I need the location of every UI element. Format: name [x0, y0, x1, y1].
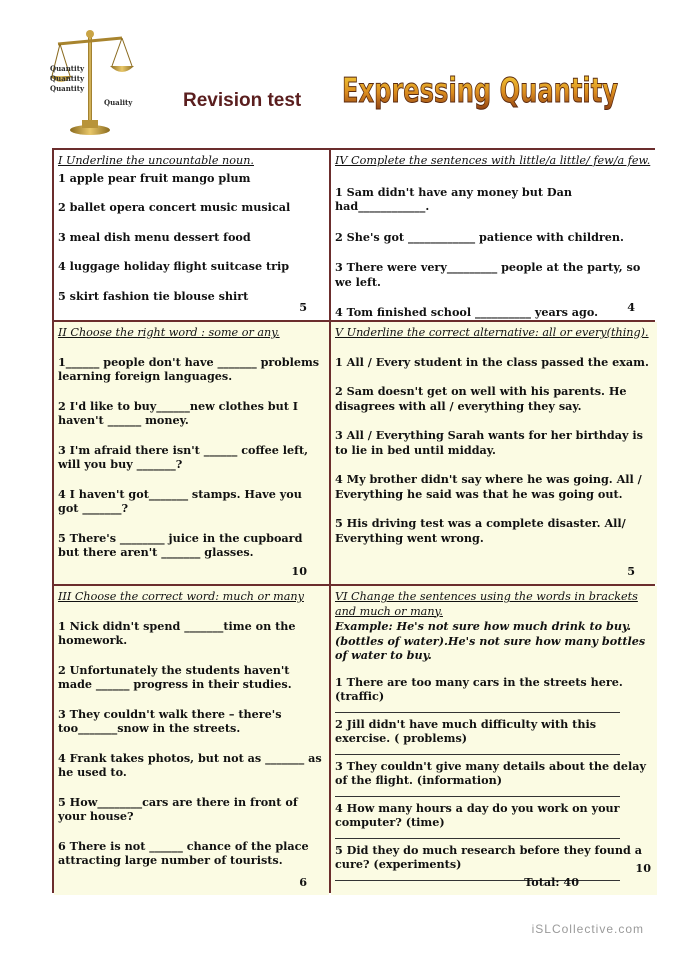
- s6-item-2: 2 Jill didn't have much difficulty with this exercise. ( problems): [335, 716, 597, 745]
- logo-word-3: Quantity: [50, 84, 85, 93]
- s3-score: 6: [299, 874, 307, 889]
- s2-item-3: 3 I'm afraid there isn't ______ coffee left, will you buy _______?: [58, 442, 309, 471]
- s3-item-1: 1 Nick didn't spend _______time on the homework.: [58, 618, 296, 647]
- s3-item-3: 3 They couldn't walk there – there's too_______snow in the streets.: [58, 706, 282, 735]
- total-score: Total: 40: [524, 874, 579, 889]
- section-2-heading: II Choose the right word : some or any.: [58, 326, 280, 339]
- s3-item-4: 4 Frank takes photos, but not as _______ as he used to.: [58, 750, 322, 779]
- section-5-heading: V Underline the correct alternative: all or every(thing).: [335, 326, 649, 339]
- s1-score: 5: [299, 299, 307, 314]
- logo-word-2: Quantity: [50, 74, 85, 83]
- logo-word-1: Quantity: [50, 64, 85, 73]
- s2-item-1: 1______ people don't have _______ problems learning foreign languages.: [58, 354, 320, 383]
- section-6: [331, 586, 657, 895]
- s4-item-3: 3 There were very_________ people at the party, so we left.: [335, 260, 641, 289]
- s6-item-5: 5 Did they do much research before they found a cure? (experiments): [335, 842, 643, 871]
- answer-line-3: [335, 788, 620, 797]
- watermark: iSLCollective.com: [531, 922, 644, 936]
- logo-word-quality: Quality: [104, 98, 133, 107]
- s2-score: 10: [291, 563, 307, 578]
- section-3-heading: III Choose the correct word: much or many: [58, 590, 304, 603]
- s6-score: 10: [635, 860, 651, 875]
- s5-item-2: 2 Sam doesn't get on well with his parents. He disagrees with all / everything they say.: [335, 384, 627, 413]
- s6-item-3: 3 They couldn't give many details about the delay of the flight. (information): [335, 758, 646, 787]
- s2-item-2: 2 I'd like to buy______new clothes but I haven't ______ money.: [58, 398, 299, 427]
- s4-item-1: 1 Sam didn't have any money but Dan had____________.: [335, 184, 572, 213]
- s4-item-4: 4 Tom finished school __________ years ago.: [335, 305, 599, 319]
- section-4: [331, 150, 657, 320]
- page-title: [338, 56, 623, 118]
- s5-score: 5: [627, 563, 635, 578]
- s4-item-2: 2 She's got ____________ patience with children.: [335, 229, 624, 244]
- answer-line-1: [335, 704, 620, 713]
- s5-item-1: 1 All / Every student in the class passed the exam.: [335, 354, 649, 369]
- s5-item-4: 4 My brother didn't say where he was going. All / Everything he said was that he was going out.: [335, 472, 642, 501]
- answer-line-4: [335, 830, 620, 839]
- exercise-grid: [52, 148, 655, 893]
- section-4-heading: IV Complete the sentences with little/a little/ few/a few.: [335, 154, 651, 167]
- title-text: Expressing Quantity: [342, 71, 618, 111]
- s1-item-2: 2 ballet opera concert music musical: [58, 200, 291, 214]
- section-2: [54, 322, 329, 584]
- s5-item-5: 5 His driving test was a complete disaster. All/ Everything went wrong.: [335, 516, 626, 545]
- s3-item-2: 2 Unfortunately the students haven't made ______ progress in their studies.: [58, 662, 292, 691]
- s2-item-4: 4 I haven't got_______ stamps. Have you got _______?: [58, 486, 302, 515]
- s6-item-1: 1 There are too many cars in the streets here. (traffic): [335, 674, 623, 703]
- s1-item-1: 1 apple pear fruit mango plum: [58, 170, 251, 185]
- section-3: [54, 586, 329, 895]
- s1-item-5: 5 skirt fashion tie blouse shirt: [58, 288, 249, 303]
- s6-item-4: 4 How many hours a day do you work on your computer? (time): [335, 800, 620, 829]
- section-6-heading: VI Change the sentences using the words in brackets and much or many.: [335, 590, 638, 618]
- s6-example: Example: He's not sure how much drink to buy. (bottles of water).He's not sure how many bottles of water to buy.: [335, 619, 646, 662]
- s1-item-3: 3 meal dish menu dessert food: [58, 229, 251, 244]
- s3-item-5: 5 How________cars are there in front of your house?: [58, 794, 298, 823]
- scales-icon: [48, 28, 168, 138]
- subtitle: Revision test: [183, 90, 302, 111]
- s1-item-4: 4 luggage holiday flight suitcase trip: [58, 259, 290, 273]
- answer-line-2: [335, 746, 620, 755]
- section-5: [331, 322, 657, 584]
- s4-score: 4: [627, 299, 635, 314]
- section-1-heading: I Underline the uncountable noun.: [58, 154, 254, 167]
- s2-item-5: 5 There's ________ juice in the cupboard but there aren't _______ glasses.: [58, 530, 303, 559]
- s5-item-3: 3 All / Everything Sarah wants for her birthday is to lie in bed until midday.: [335, 428, 643, 457]
- s3-item-6: 6 There is not ______ chance of the place attracting large number of tourists.: [58, 838, 309, 867]
- scales-logo: [48, 28, 168, 138]
- section-1: [54, 150, 329, 320]
